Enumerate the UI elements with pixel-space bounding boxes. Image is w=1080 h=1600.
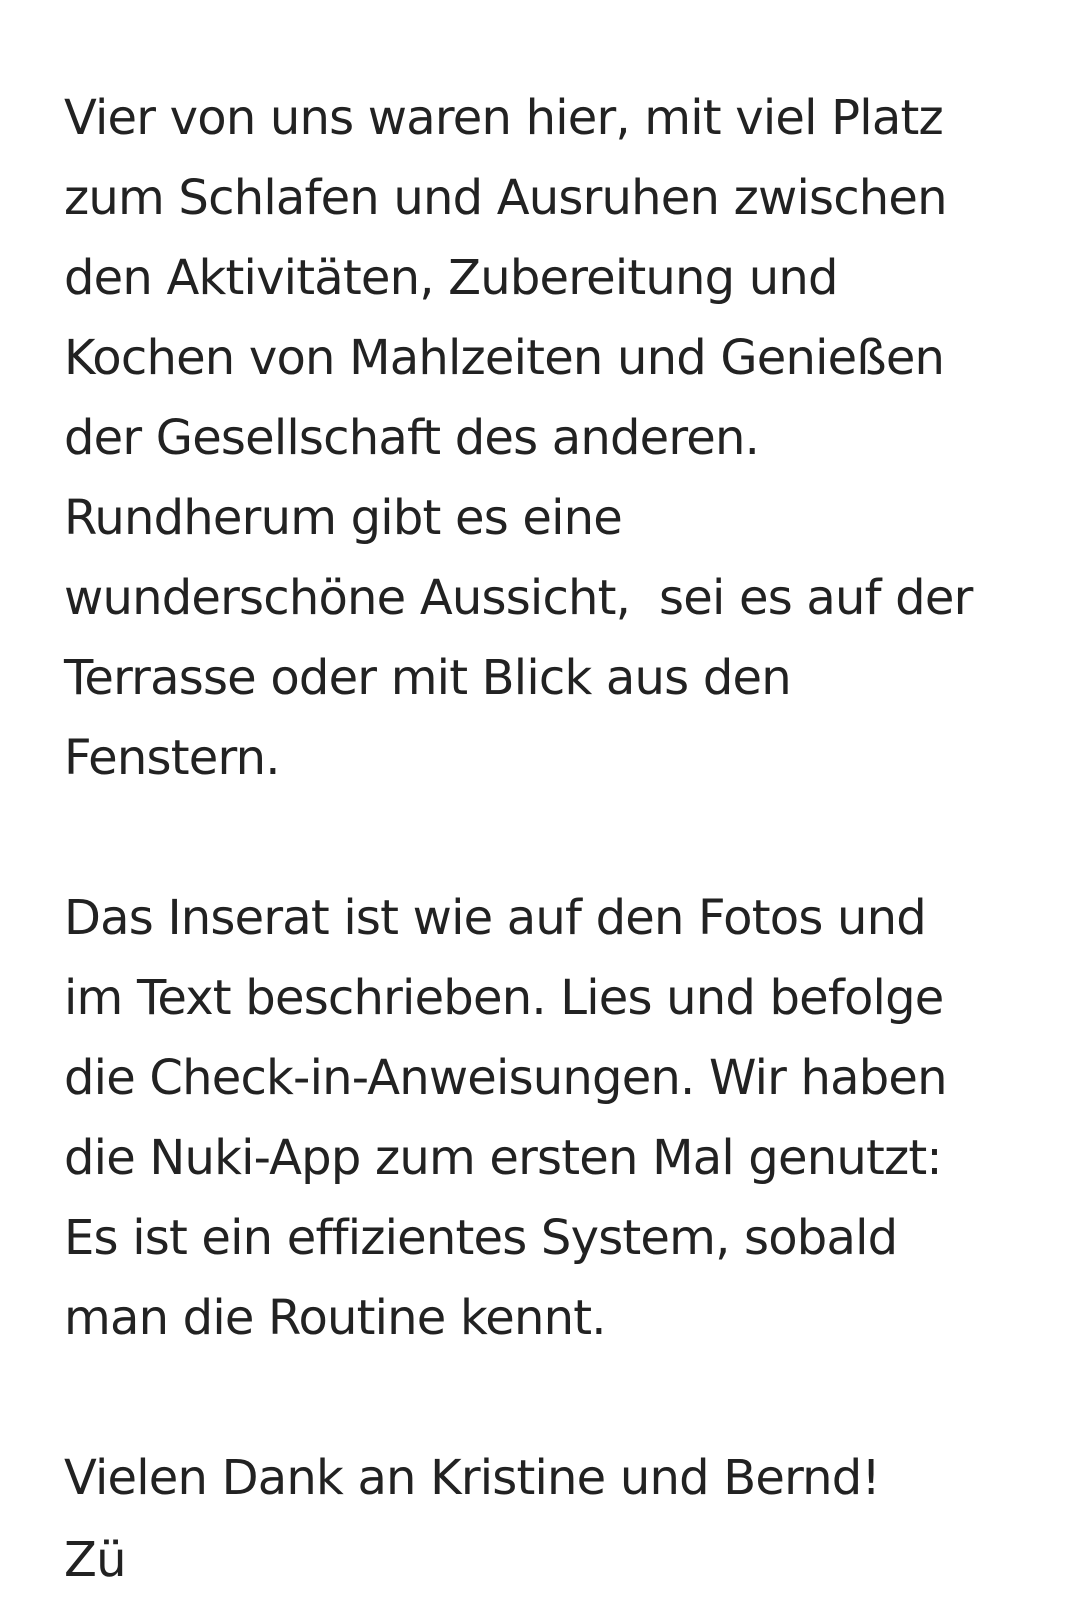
review-line: man die Routine kennt. (64, 1290, 606, 1346)
review-line: Terrasse oder mit Blick aus den (64, 650, 791, 706)
review-cutoff-line: Zü (64, 1532, 126, 1588)
review-text (64, 78, 1024, 1518)
review-line: der Gesellschaft des anderen. (64, 410, 760, 466)
paragraph-spacer (64, 1358, 1024, 1438)
review-paragraph-3 (64, 1438, 1024, 1518)
review-line: Rundherum gibt es eine (64, 490, 623, 546)
review-paragraph-2 (64, 878, 1024, 1358)
review-line: Fenstern. (64, 730, 280, 786)
review-line: Kochen von Mahlzeiten und Genießen (64, 330, 945, 386)
review-paragraph-1 (64, 78, 1024, 798)
review-line: Vier von uns waren hier, mit viel Platz (64, 90, 943, 146)
review-line: die Check-in-Anweisungen. Wir haben (64, 1050, 947, 1106)
review-line: wunderschöne Aussicht, sei es auf der (64, 570, 973, 626)
review-line: Es ist ein effizientes System, sobald (64, 1210, 898, 1266)
review-line: Das Inserat ist wie auf den Fotos und (64, 890, 926, 946)
review-line: die Nuki-App zum ersten Mal genutzt: (64, 1130, 942, 1186)
review-line: im Text beschrieben. Lies und befolge (64, 970, 944, 1026)
review-line: Vielen Dank an Kristine und Bernd! (64, 1450, 880, 1506)
review-line: den Aktivitäten, Zubereitung und (64, 250, 838, 306)
review-line: zum Schlafen und Ausruhen zwischen (64, 170, 947, 226)
paragraph-spacer (64, 798, 1024, 878)
